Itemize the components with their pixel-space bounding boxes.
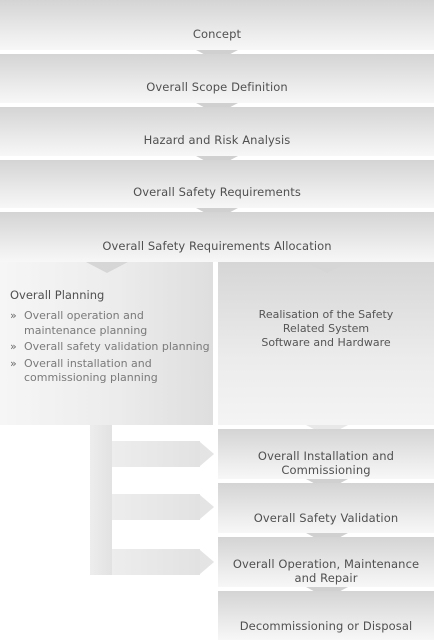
stage-operation-line-1: Overall Operation, Maintenance	[232, 557, 420, 571]
realisation-line-1: Realisation of the Safety	[258, 308, 394, 321]
stage-requirements-label: Overall Safety Requirements	[133, 185, 301, 199]
bullet-icon: »	[10, 356, 17, 370]
stage-installation-label	[218, 449, 434, 477]
stage-installation	[218, 429, 434, 479]
planning-connector-vertical	[90, 425, 112, 575]
realisation-line-3: Software and Hardware	[261, 336, 391, 349]
stage-installation-line-2: Commissioning	[281, 463, 371, 477]
stage-concept	[0, 0, 434, 50]
stage-scope	[0, 54, 434, 103]
stage-requirements	[0, 160, 434, 208]
stage-allocation-label: Overall Safety Requirements Allocation	[102, 239, 332, 253]
list-item	[10, 340, 210, 355]
arrow-down-icon	[86, 262, 128, 273]
planning-connector-branch	[112, 494, 200, 520]
stage-validation	[218, 483, 434, 533]
stage-concept-label: Concept	[192, 27, 242, 41]
stage-scope-label: Overall Scope Definition	[146, 80, 288, 94]
list-item-text: Overall operation and maintenance planning	[24, 309, 148, 337]
bullet-icon: »	[10, 309, 17, 322]
stage-operation-label	[218, 557, 434, 585]
planning-title: Overall Planning	[10, 288, 105, 302]
list-item-text: Overall installation and commissioning planning	[24, 356, 158, 384]
stage-validation-label: Overall Safety Validation	[253, 511, 399, 525]
stage-hazard	[0, 107, 434, 156]
stage-decommissioning	[218, 591, 434, 640]
planning-connector-branch	[112, 549, 200, 575]
stage-operation-line-2: and Repair	[294, 571, 358, 585]
arrow-right-icon	[200, 550, 214, 574]
stage-operation	[218, 537, 434, 587]
bullet-icon: »	[10, 340, 17, 353]
list-item	[10, 357, 210, 386]
list-item	[10, 309, 210, 338]
planning-connector-branch	[112, 441, 200, 467]
realisation-label	[218, 308, 434, 350]
realisation-line-2: Related System	[282, 322, 370, 335]
planning-list	[10, 309, 210, 388]
stage-installation-line-1: Overall Installation and	[257, 449, 395, 463]
stage-hazard-label: Hazard and Risk Analysis	[143, 133, 291, 147]
arrow-down-icon	[306, 262, 348, 273]
arrow-right-icon	[200, 442, 214, 466]
arrow-right-icon	[200, 495, 214, 519]
stage-allocation	[0, 212, 434, 262]
stage-decommissioning-label: Decommissioning or Disposal	[239, 619, 413, 633]
list-item-text: Overall safety validation planning	[24, 340, 210, 353]
